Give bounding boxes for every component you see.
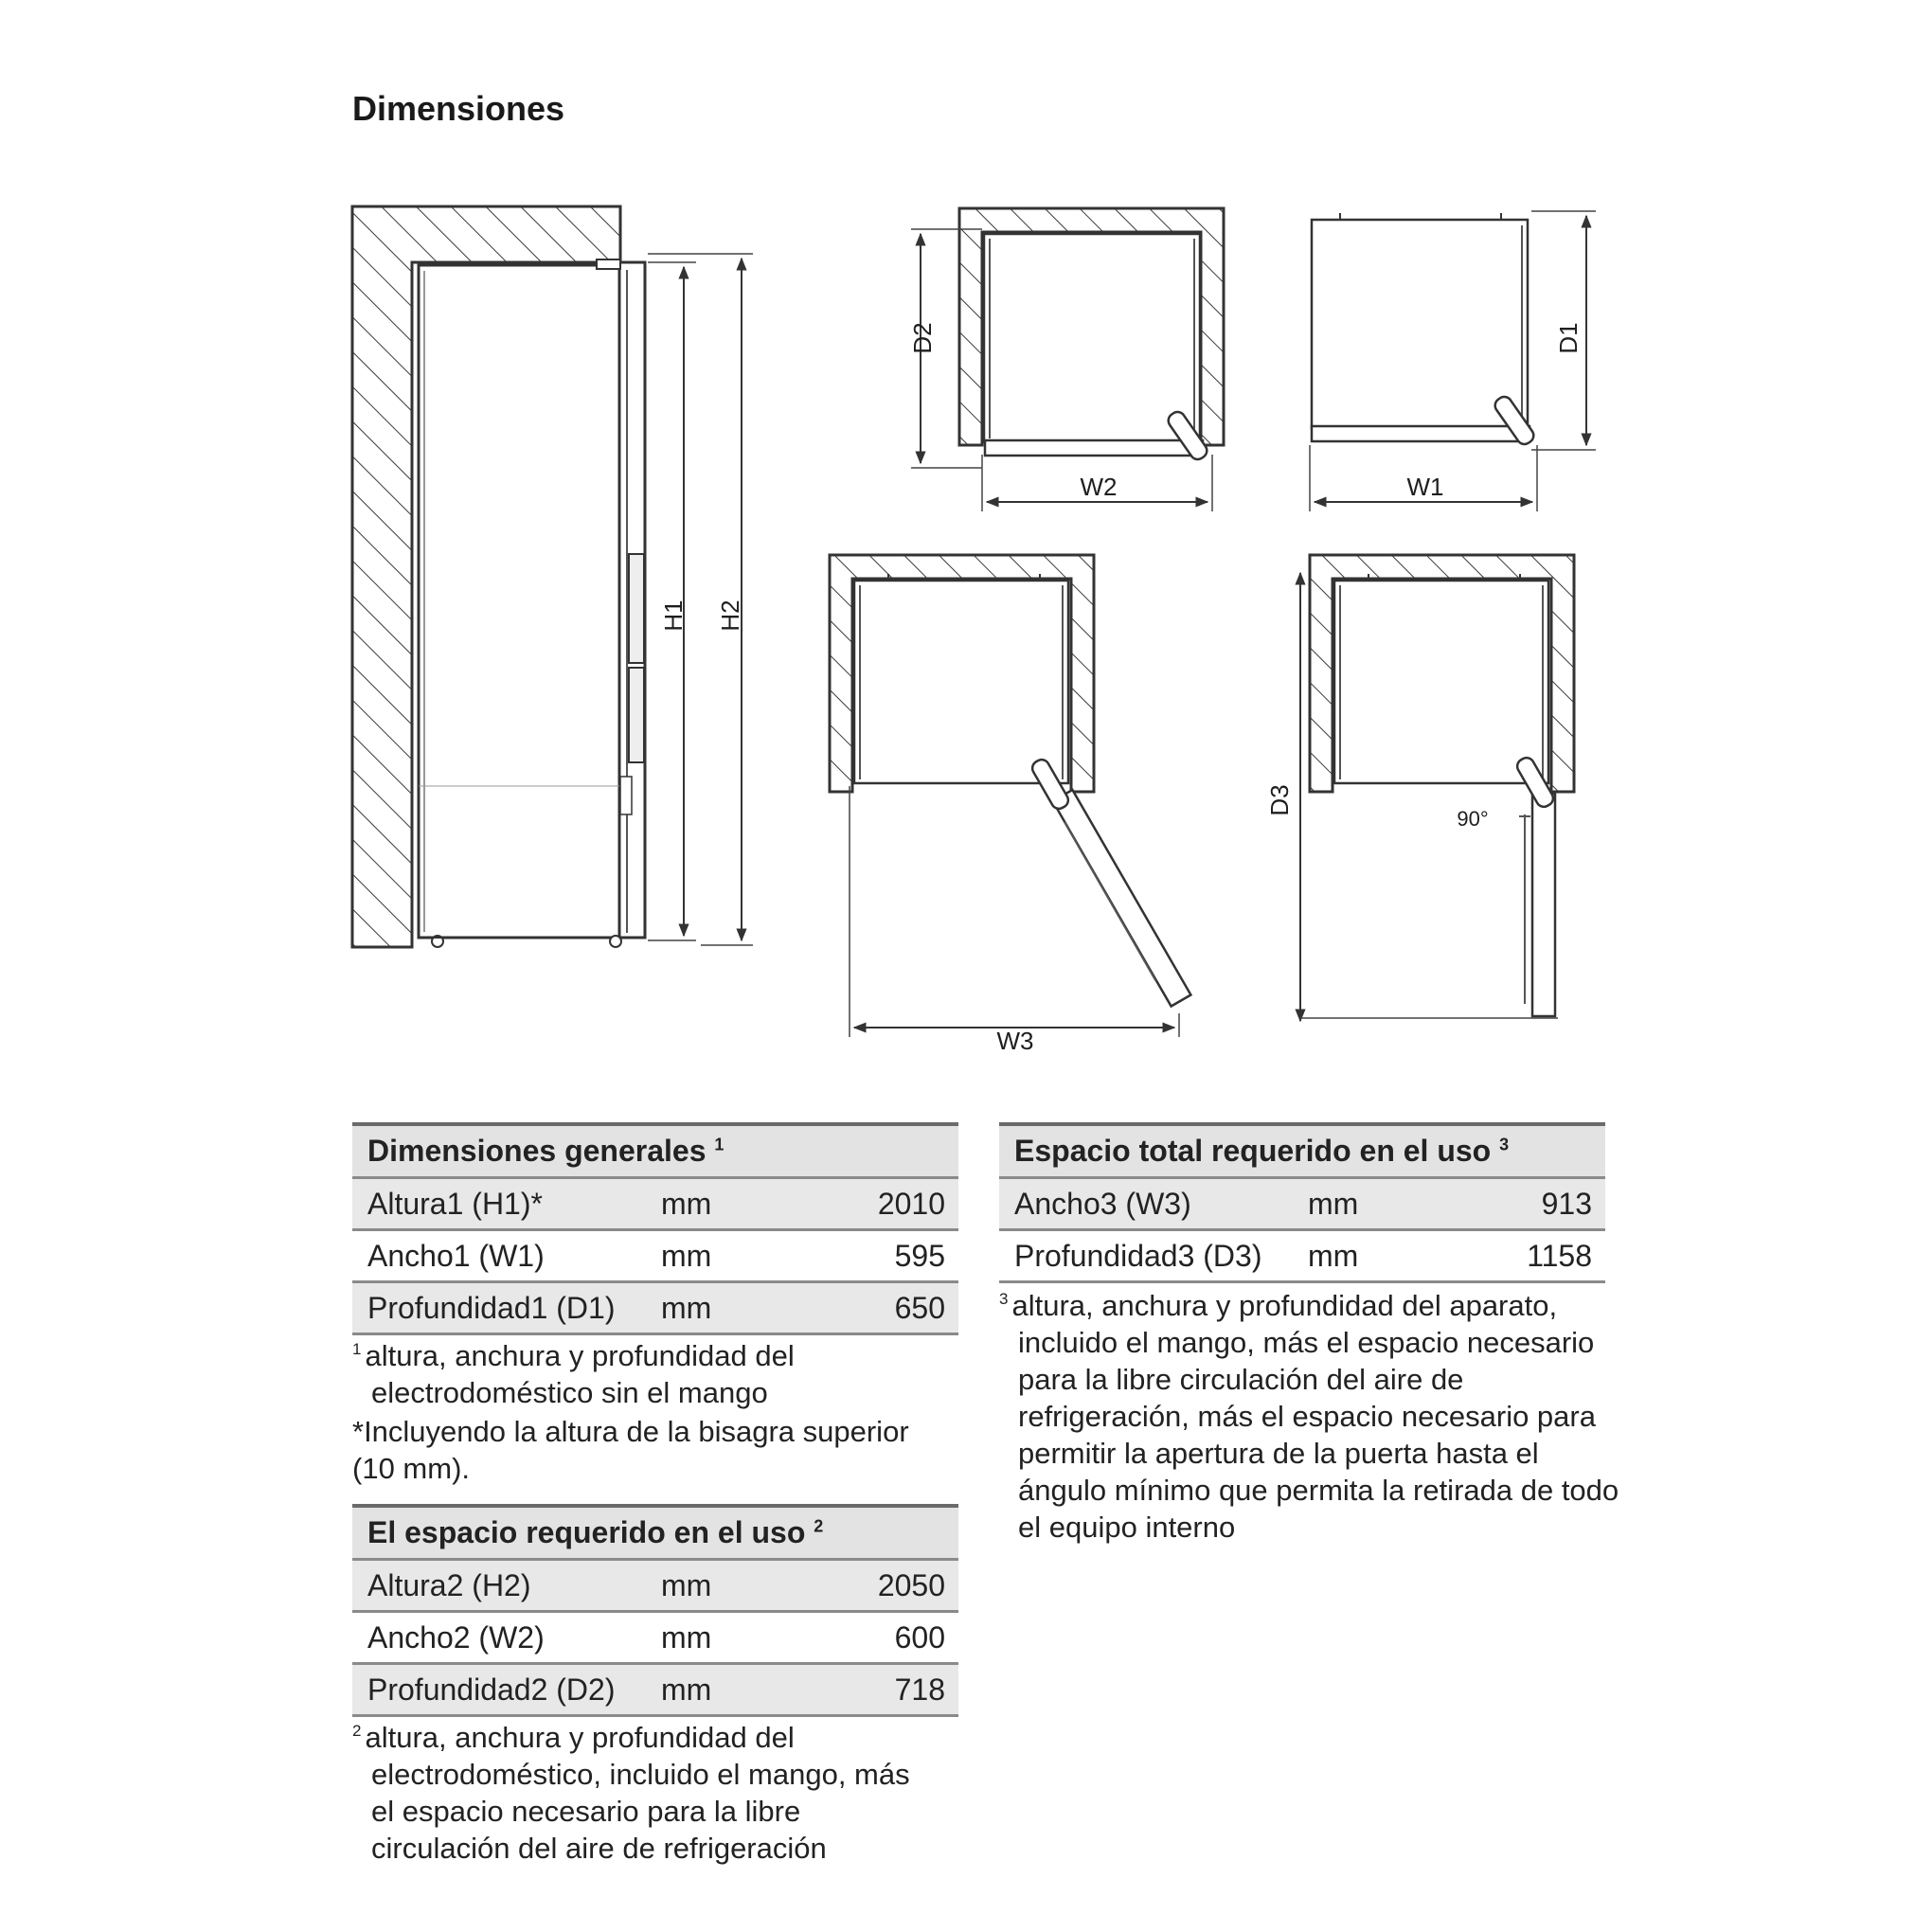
top-view-d1-w1 xyxy=(1310,211,1596,511)
label-w3: W3 xyxy=(996,1027,1034,1055)
top-view-w3 xyxy=(830,555,1190,1055)
table-header: Dimensiones generales $^1$ xyxy=(352,1124,958,1178)
hinge-note: *Incluyendo la altura de la bisagra superior (10 mm). xyxy=(352,1415,909,1485)
table-header: Espacio total requerido en el uso $^3$ xyxy=(999,1124,1605,1178)
label-w2: W2 xyxy=(1080,473,1118,501)
label-d3: D3 xyxy=(1265,784,1294,816)
label-d1: D1 xyxy=(1554,322,1583,354)
table-row: Profundidad2 (D2) mm 718 xyxy=(352,1664,958,1716)
door-handle-upper xyxy=(629,554,644,663)
table-row: Ancho2 (W2) mm 600 xyxy=(352,1612,958,1664)
table-row: Altura2 (H2) mm 2050 xyxy=(352,1560,958,1612)
fridge-body-side xyxy=(419,265,619,938)
table-header: El espacio requerido en el uso $^2$ xyxy=(352,1506,958,1560)
label-h1: H1 xyxy=(659,599,688,632)
door-open-d3 xyxy=(1532,794,1555,1016)
label-angle: 90° xyxy=(1457,807,1489,831)
footnote-1: $^1$ altura, anchura y profundidad del electrodoméstico sin el mango xyxy=(352,1339,795,1409)
label-w1: W1 xyxy=(1406,473,1444,501)
footnote-2: $^2$ altura, anchura y profundidad del electrodoméstico, incluido el mango, más el espacio necesario para la libre circulación del aire de refrigeración xyxy=(352,1721,910,1865)
table-required-space xyxy=(352,1504,958,1717)
label-d2: D2 xyxy=(908,322,937,354)
door-open-w3 xyxy=(1053,790,1191,1007)
table-total-space xyxy=(999,1122,1605,1283)
table-row: Ancho3 (W3) mm 913 xyxy=(999,1178,1605,1230)
door-handle-lower xyxy=(629,668,644,762)
table-row: Profundidad1 (D1) mm 650 xyxy=(352,1282,958,1334)
top-view-d3 xyxy=(1265,555,1574,1021)
table-row: Ancho1 (W1) mm 595 xyxy=(352,1230,958,1282)
table-row: Altura1 (H1)* mm 2010 xyxy=(352,1178,958,1230)
side-view-diagram xyxy=(352,206,753,947)
foot-rear xyxy=(610,936,621,947)
table-general-dimensions xyxy=(352,1122,958,1335)
table-row: Profundidad3 (D3) mm 1158 xyxy=(999,1230,1605,1282)
label-h2: H2 xyxy=(716,599,744,632)
page-title: Dimensiones xyxy=(352,89,565,128)
footnote-3: $^3$ altura, anchura y profundidad del aparato, incluido el mango, más el espacio necesario para la libre circulación del aire de refrigeración, más el espacio necesario para permitir la apertura de la puerta hasta el ángulo mínimo que permita la retirada de todo el equipo interno xyxy=(999,1289,1619,1544)
top-view-d2-w2 xyxy=(908,208,1224,511)
